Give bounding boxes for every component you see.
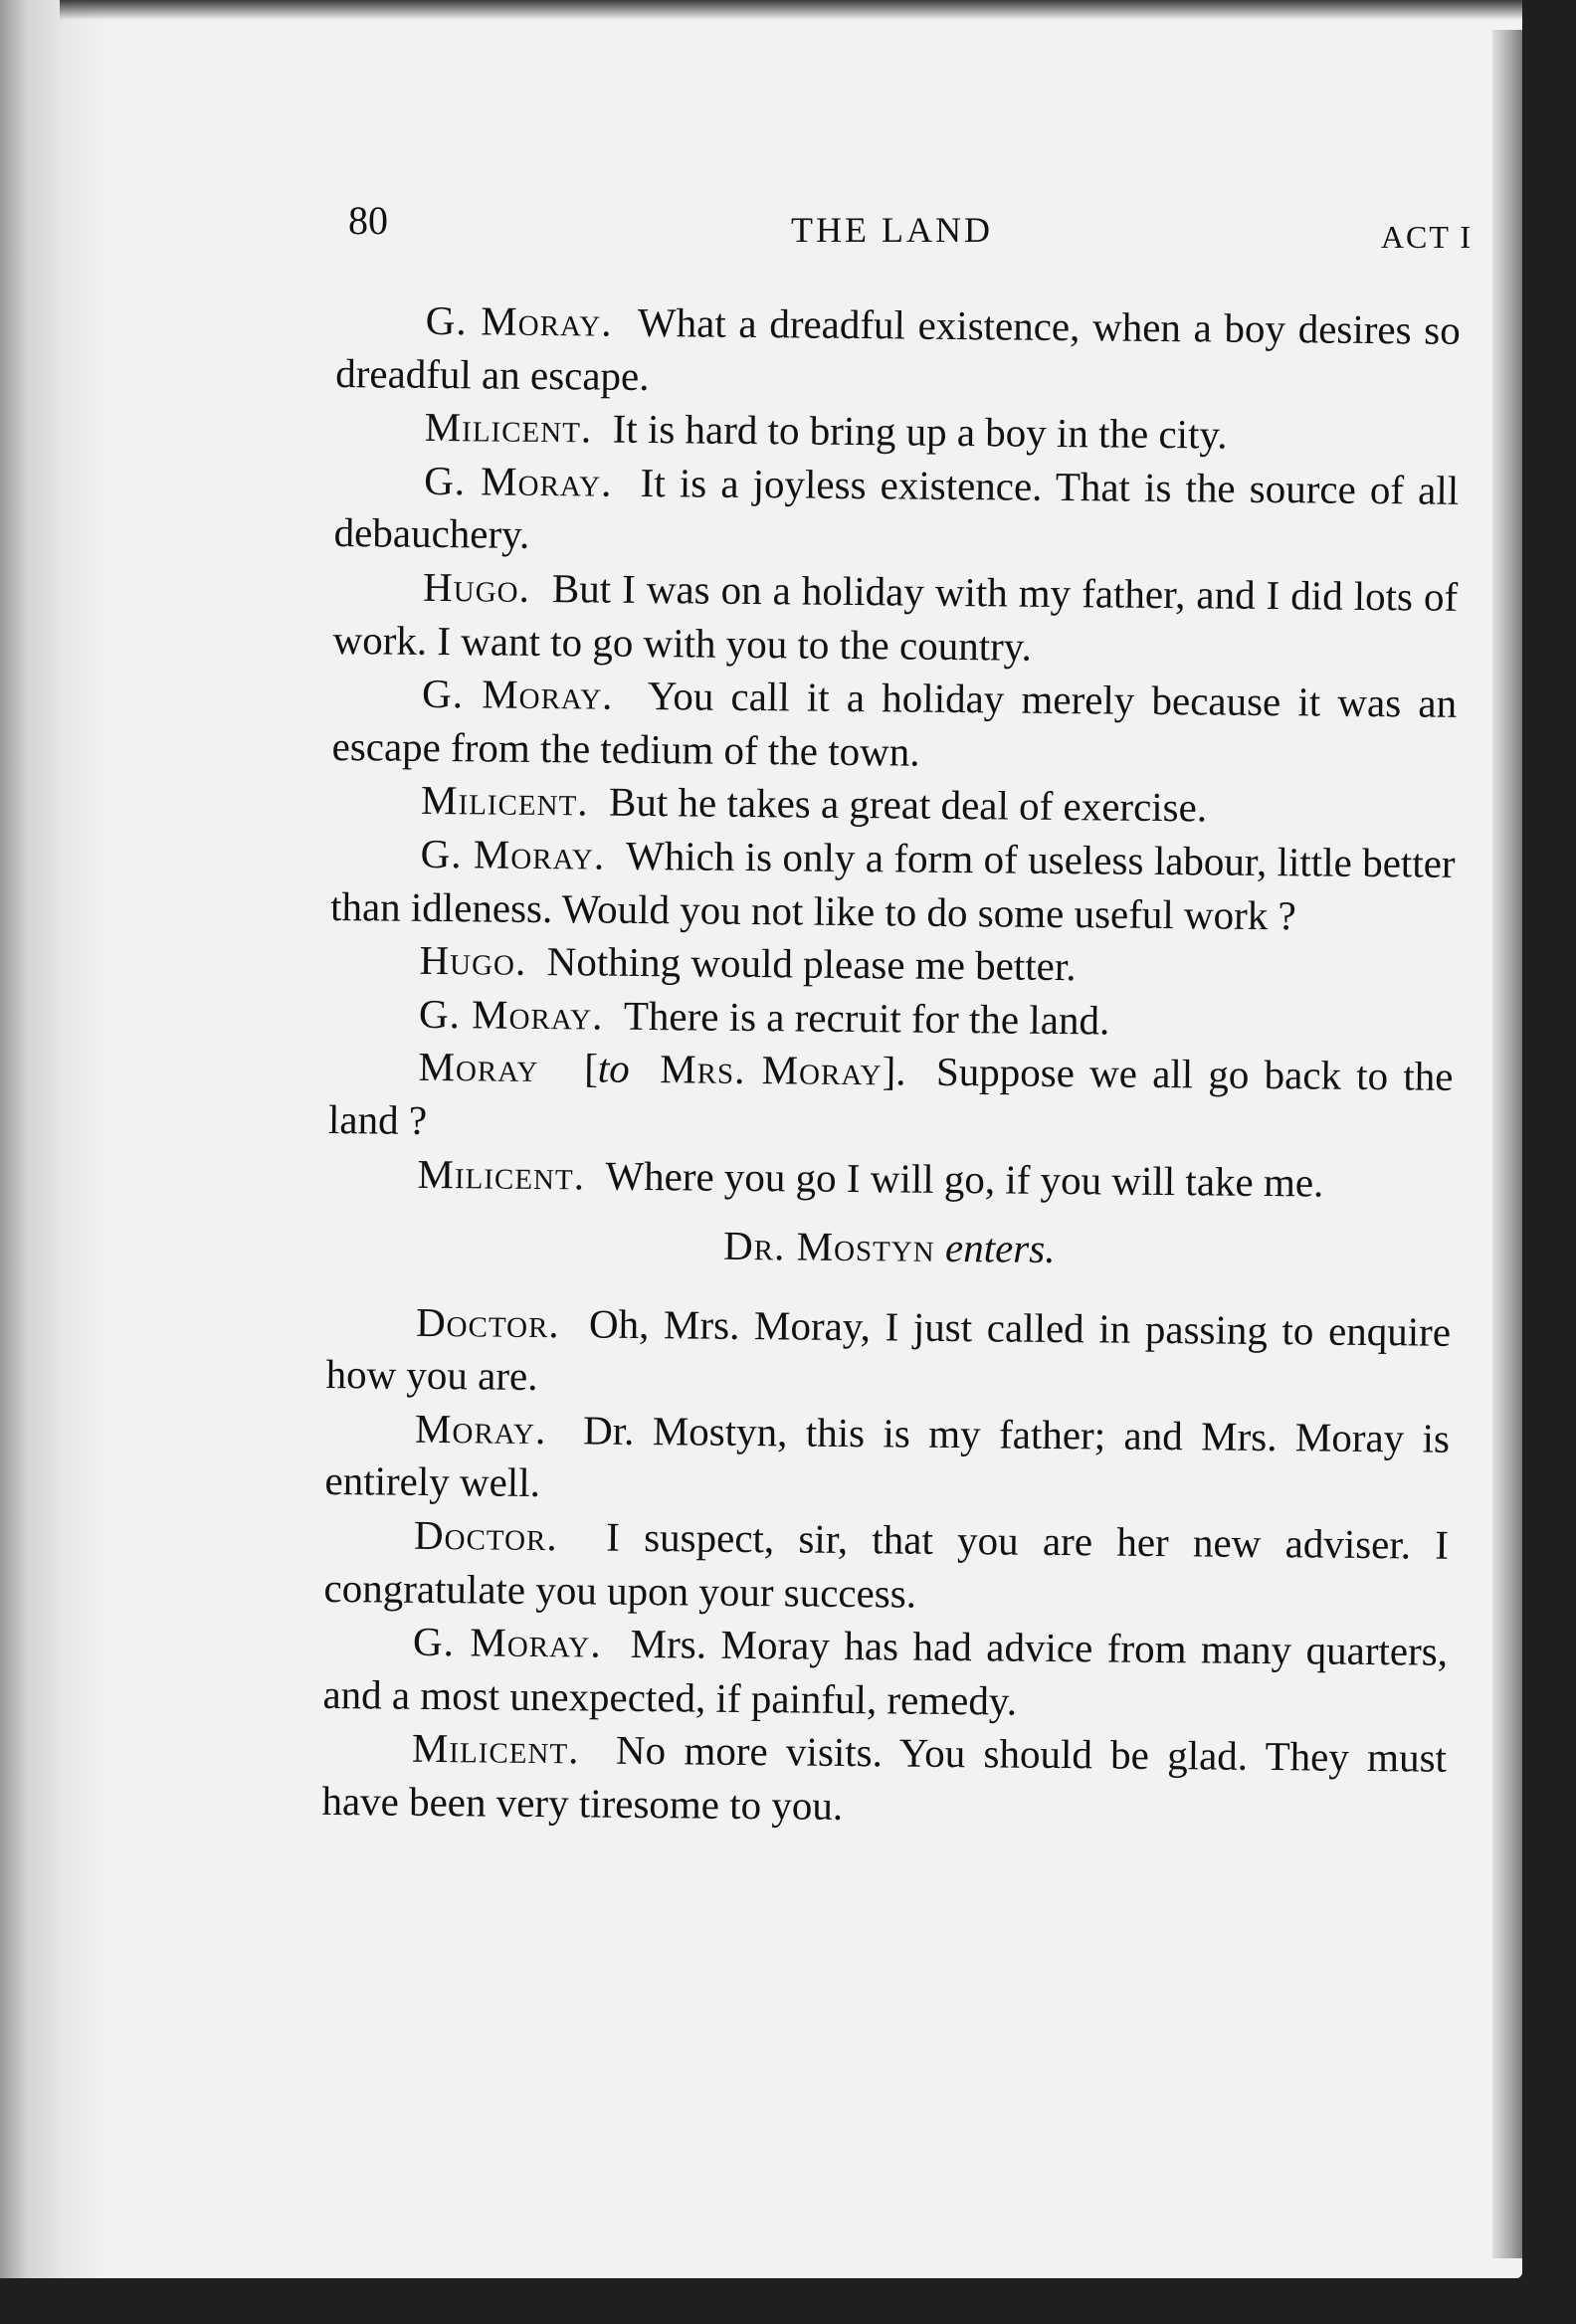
stage-direction-action: enters. <box>944 1225 1056 1272</box>
dialogue-line <box>333 454 1459 571</box>
page-number: 80 <box>348 198 388 243</box>
speech-text: What a dreadful existence, when a boy desires so dreadful an escape. <box>335 298 1461 399</box>
dialogue-line <box>328 1040 1454 1157</box>
speaker-name: G. Moray. <box>412 1619 602 1666</box>
speech-text: No more visits. You should be glad. They must have been very tiresome to you. <box>321 1727 1448 1829</box>
speaker-name: Milicent. <box>417 1150 586 1198</box>
speech-text: Nothing would please me better. <box>546 938 1077 990</box>
speech-text: Mrs. Moray has had advice from many quarters, and a most unexpected, if painful, remedy. <box>322 1621 1449 1724</box>
speaker-name: Milicent. <box>411 1725 580 1773</box>
dialogue-line <box>330 827 1456 944</box>
dialogue-line <box>331 667 1457 784</box>
stage-direction-name: Dr. Mostyn <box>722 1222 935 1270</box>
speaker-name: Hugo. <box>419 936 527 984</box>
dialogue-line <box>332 560 1458 678</box>
speaker-name: G. Moray. <box>423 457 613 505</box>
speaker-name: Hugo. <box>422 563 531 611</box>
dialogue-line <box>325 1295 1451 1413</box>
stage-direction <box>327 1216 1452 1279</box>
speaker-name: G. Moray. <box>425 296 613 345</box>
speaker-name: Doctor. <box>415 1298 560 1346</box>
speech-text: Oh, Mrs. Moray, I just called in passing to enquire how you are. <box>325 1300 1452 1400</box>
speaker-name: Milicent. <box>420 777 589 825</box>
speech-text: Dr. Mostyn, this is my father; and Mrs. Moray is entirely well. <box>324 1407 1451 1506</box>
speech-text: There is a recruit for the land. <box>623 992 1110 1044</box>
dialogue-line <box>327 1146 1452 1210</box>
stage-direction-close: ]. <box>882 1048 906 1094</box>
speaker-name: Milicent. <box>424 404 593 452</box>
running-title: THE LAND <box>791 210 993 250</box>
stage-direction-name: Mrs. Moray <box>660 1046 883 1094</box>
speaker-name: G. Moray. <box>421 671 614 718</box>
speaker-name: G. Moray. <box>420 830 606 878</box>
speech-text: It is hard to bring up a boy in the city. <box>612 405 1228 458</box>
speech-text: You call it a holiday merely because it was an escape from the tedium of the town. <box>331 673 1458 775</box>
stage-direction-open: [ <box>583 1045 599 1091</box>
stage-direction-to: to <box>597 1045 630 1092</box>
dialogue-line <box>335 293 1461 411</box>
running-header <box>348 189 1473 259</box>
top-shadow <box>60 0 1522 20</box>
speech-text: But he takes a great deal of exercise. <box>608 778 1208 831</box>
speech-text: Where you go I will go, if you will take me. <box>605 1152 1324 1206</box>
speaker-name: Moray <box>418 1044 539 1091</box>
speech-text: Suppose we all go back to the land ? <box>327 1049 1454 1143</box>
dialogue-line <box>324 1402 1450 1519</box>
dialogue-line <box>321 1721 1447 1839</box>
speaker-name: G. Moray. <box>418 990 604 1039</box>
speech-text: Which is only a form of useless labour, little better than idleness. Would you not like to do some useful work ? <box>329 832 1456 938</box>
speech-text: It is a joyless existence. That is the source of all debauchery. <box>333 459 1460 558</box>
dialogue-line <box>323 1508 1449 1626</box>
speech-text: I suspect, sir, that you are her new adviser. I congratulate you upon your success. <box>323 1513 1450 1617</box>
dialogue-line <box>322 1615 1448 1732</box>
speaker-name: Doctor. <box>413 1511 558 1560</box>
page-stack-left-edge <box>0 0 109 2278</box>
page-stack-right-edge <box>1492 30 1522 2258</box>
act-label: ACT I <box>1380 219 1473 255</box>
speech-text: But I was on a holiday with my father, and I did lots of work. I want to go with you to the country. <box>332 565 1459 670</box>
speaker-name: Moray. <box>414 1405 547 1452</box>
dialogue-body <box>321 293 1461 1839</box>
